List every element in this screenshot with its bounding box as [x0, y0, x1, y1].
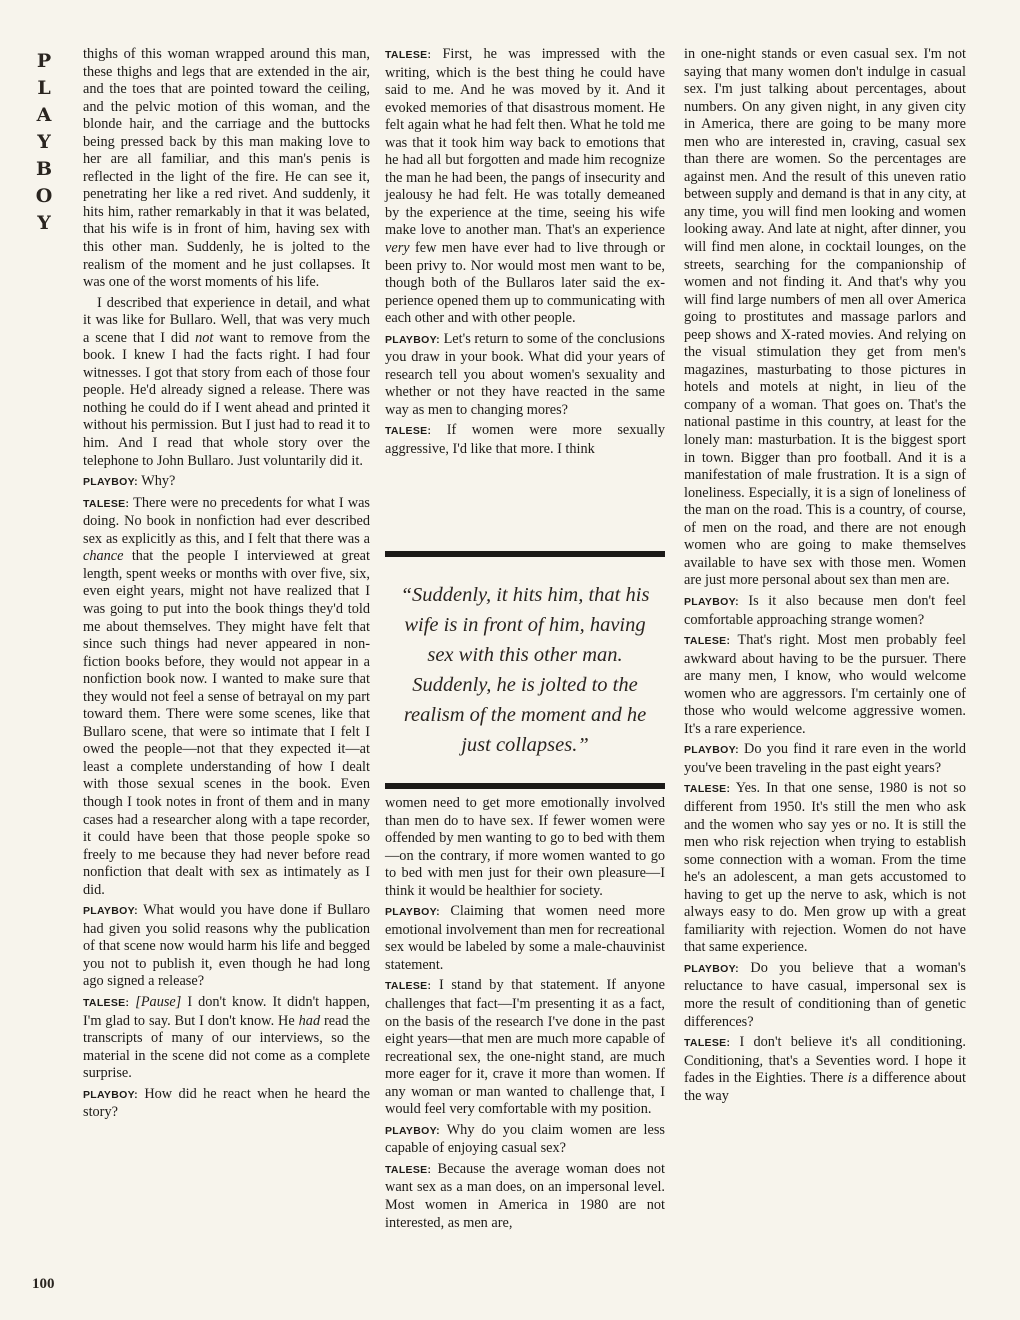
speaker-label: PLAYBOY:: [83, 1088, 138, 1101]
speaker-label: TALESE:: [83, 996, 130, 1009]
speaker-label: TALESE:: [385, 49, 432, 61]
speaker-label: PLAYBOY:: [385, 333, 440, 346]
interview-question: PLAYBOY: Do you believe that a woman's reluctance to have casual, impersonal sex is more the result of conditioning than of genetic differences?: [684, 959, 966, 1030]
interview-answer: TALESE: Yes. In that one sense, 1980 is not so different from 1950. It's still the men who ask and the women who say yes or no. It is still the men who risk rejection when trying to establish some connection with a woman. From the time he's an adolescent, a man gets accustomed to having to get up the nerve to ask, which is not always easy to do. Men grow up with a great familiarity with rejection. Women do not have that same experience.: [684, 780, 966, 956]
speaker-label: PLAYBOY:: [684, 962, 739, 975]
speaker-label: PLAYBOY:: [83, 476, 138, 489]
speaker-label: PLAYBOY:: [684, 595, 739, 608]
article-column-2-continued: [385, 795, 665, 1235]
masthead-letter: Y: [37, 131, 51, 153]
interview-question: PLAYBOY: Claiming that women need more emotional involvement than men for recreational sex would be labeled by some a male-chauvinist statement.: [385, 903, 666, 973]
paragraph: thighs of this woman wrapped around this man, these thighs and legs that are extended in the air, and the toes that are pointed toward the ceiling, and the pelvic motion of this woman, and the blonde hair, and the carriage and the buttocks being pressed back by this man making love to her are all familiar, and this man's penis is reflected in the light of the fire. He can see it, penetrating her like a red rivet. And suddenly, it hits him, rather remarkably in that it was belated, that his wife is in front of him, having sex with this other man. Suddenly, he is jolted to the realism of the moment and he just collapses. It was one of the worst moments of his life.: [83, 46, 370, 291]
speaker-label: PLAYBOY:: [83, 905, 138, 918]
interview-answer: TALESE: If women were more sexually aggressive, I'd like that more. I think: [385, 422, 665, 458]
masthead-letter: O: [35, 185, 53, 207]
article-column-2: [385, 46, 665, 462]
interview-question: PLAYBOY: Why do you claim women are less capable of enjoying casual sex?: [385, 1121, 665, 1157]
masthead-letter: L: [37, 77, 51, 99]
magazine-masthead: [30, 48, 58, 237]
article-column-3: [684, 46, 966, 1108]
paragraph: in one-night stands or even casual sex. I'm not saying that many women don't indulge in casual sex. I'm just talking about percentages, about numbers. On any given night, in any given city in America, there are going to be many more men who are interested in, craving, casual sex than there are women. So the percentages are against men. And the result of this uneven ratio between supply and demand is that in any city, at any time, you will find men looking and women looking away. And late at night, after dinner, you will find men alone, in cocktail lounges, on the streets, searching for the companionship of women and not finding it. And that's why you will find large numbers of men all over America going to prostitutes and massage parlors and peep shows and X-rated movies. And relying on the visual stimulation they get from men's magazines, masturbating to those pictures in hotels and motels at night, in lieu of the company of a woman. That goes on. That's the national pastime in this country, at least for the lonely man: masturbation. It is the biggest sport in town. Bigger than pro football. And it is a manifestation of male frustration. It is a sign of loneliness. Especially, it is a sign of loneliness of the man on the road. This is a country, of course, of men on the road, and there are not enough women who are going to make themselves available to have sex with those men. Women are just more personal about sex than men are.: [684, 46, 966, 589]
speaker-label: TALESE:: [684, 635, 731, 648]
interview-answer: TALESE: I don't believe it's all conditioning. Conditioning, that's a Seventies word. I hope it fades in the Eighties. There is a difference about the way: [684, 1034, 966, 1104]
speaker-label: PLAYBOY:: [385, 1124, 440, 1137]
speaker-label: TALESE:: [83, 497, 130, 510]
interview-question: PLAYBOY: Why?: [83, 473, 176, 490]
speaker-label: TALESE:: [684, 1037, 731, 1050]
paragraph: women need to get more emotionally involved than men do to have sex. If fewer women were offended by men wanting to go to bed with them—on the contrary, if more women wanted to go to bed with men just for their own pleasure—I think it would be healthier for society.: [385, 795, 665, 899]
interview-question: PLAYBOY: What would you have done if Bullaro had given you solid reasons why the publication of that scene now would harm his life and begged you not to publish it, even though he had long ago signed a release?: [83, 902, 370, 990]
speaker-label: PLAYBOY:: [385, 906, 440, 919]
speaker-label: TALESE:: [684, 783, 731, 796]
interview-answer: TALESE: That's right. Most men probably feel awkward about having to be the pursuer. There are many men, I know, who would welcome women who are aggressors. I'm certainly one of those who would welcome aggressive women. It's a rare experience.: [684, 632, 966, 737]
masthead-letter: B: [35, 158, 53, 180]
interview-answer: TALESE: First, he was impressed with the writing, which is the best thing he could have said to me. And he was moved by it. And it evoked memories of that disastrous moment. He felt again what he had felt then. What he told me was that it took him way back to emotions that he had all but forgotten and made him recognize the man he had been, the pangs of insecurity and jealousy he had felt. He was totally demeaned by the experience at the time, seeing his wife make love to another man. That's an experience very few men have ever had to live through or been privy to. Nor would most men want to be, though both of the Bullaros later said the experience opened them up to communicating with each other and with other people.: [385, 46, 665, 327]
speaker-label: TALESE:: [385, 1163, 432, 1176]
interview-answer: TALESE: I stand by that statement. If anyone challenges that fact—I'm presenting it as a fact, on the basis of the research I've done in the past eight years—that men are much more capable of recreational sex, the one-night stand, are much more eager for it, crave it more than women. If any woman or man wanted to challenge that, I would feel very comfortable with my position.: [385, 977, 665, 1118]
masthead-letter: P: [36, 50, 52, 72]
pull-quote: [385, 551, 665, 789]
interview-answer: TALESE: [Pause] I don't know. It didn't happen, I'm glad to say. But I don't know. He had read the transcripts of many of our interviews, so the material in the scene did not come as a complete surprise.: [83, 993, 371, 1082]
speaker-label: TALESE:: [385, 425, 432, 438]
masthead-letter: A: [36, 104, 52, 126]
speaker-label: TALESE:: [385, 980, 432, 993]
paragraph: I described that experience in detail, and what it was like for Bullaro. Well, that was very much a scene that I did not want to remove from the book. I knew I had the facts right. I had four witnesses. I got that story from each of those four people. He'd already signed a release. There was nothing he could do if I went ahead and printed it without his permission. But I just had to read it to him. And I read that whole story over the telephone to John Bullaro. Just voluntarily did it.: [83, 294, 370, 469]
pull-quote-text: “Suddenly, it hits him, that his wife is in front of him, having sex with this other man. Suddenly, he is jolted to the realism of the moment and he just collapses.”: [400, 584, 650, 756]
page-number: 100: [32, 1276, 55, 1292]
interview-question: PLAYBOY: How did he react when he heard the story?: [83, 1085, 370, 1121]
interview-answer: TALESE: There were no precedents for what I was doing. No book in nonfiction had ever described sex as explicitly as this, and I felt that there was a chance that the people I interviewed at great length, spent weeks or months with over five, six, even eight years, might not have realized that I was going to put into the book things they'd told me about themselves. They might have felt that since such things had never appeared in nonfiction books before, they would not appear in a nonfiction book now. I wanted to make sure that they would not feel a sense of betrayal on my part toward them. There were some scenes, like that Bullaro scene, that were so intimate that I felt I owed the people—not that they expected it—at least a complete understanding of how I dealt with those sexual scenes in the book. Even though I took notes in front of them and in many cases had a researcher along with a tape recorder, it could have been that those people spoke so freely to me because they had never before read nonfiction that dealt with sex as intimately as I did.: [83, 494, 370, 898]
article-column-1: [83, 46, 370, 1125]
interview-answer: TALESE: Because the average woman does not want sex as a man does, on an impersonal level. Most women in America in 1980 are not interested, as men are,: [385, 1160, 665, 1231]
interview-question: PLAYBOY: Do you find it rare even in the world you've been traveling in the past eight years?: [684, 741, 966, 776]
interview-question: PLAYBOY: Is it also because men don't feel comfortable approaching strange women?: [684, 592, 966, 628]
masthead-letter: Y: [37, 212, 51, 234]
speaker-label: PLAYBOY:: [684, 744, 739, 757]
interview-question: PLAYBOY: Let's return to some of the conclusions you draw in your book. What did your years of research tell you about women's sexuality and whether or not they have reacted in the same way as men to changing mores?: [385, 330, 665, 418]
